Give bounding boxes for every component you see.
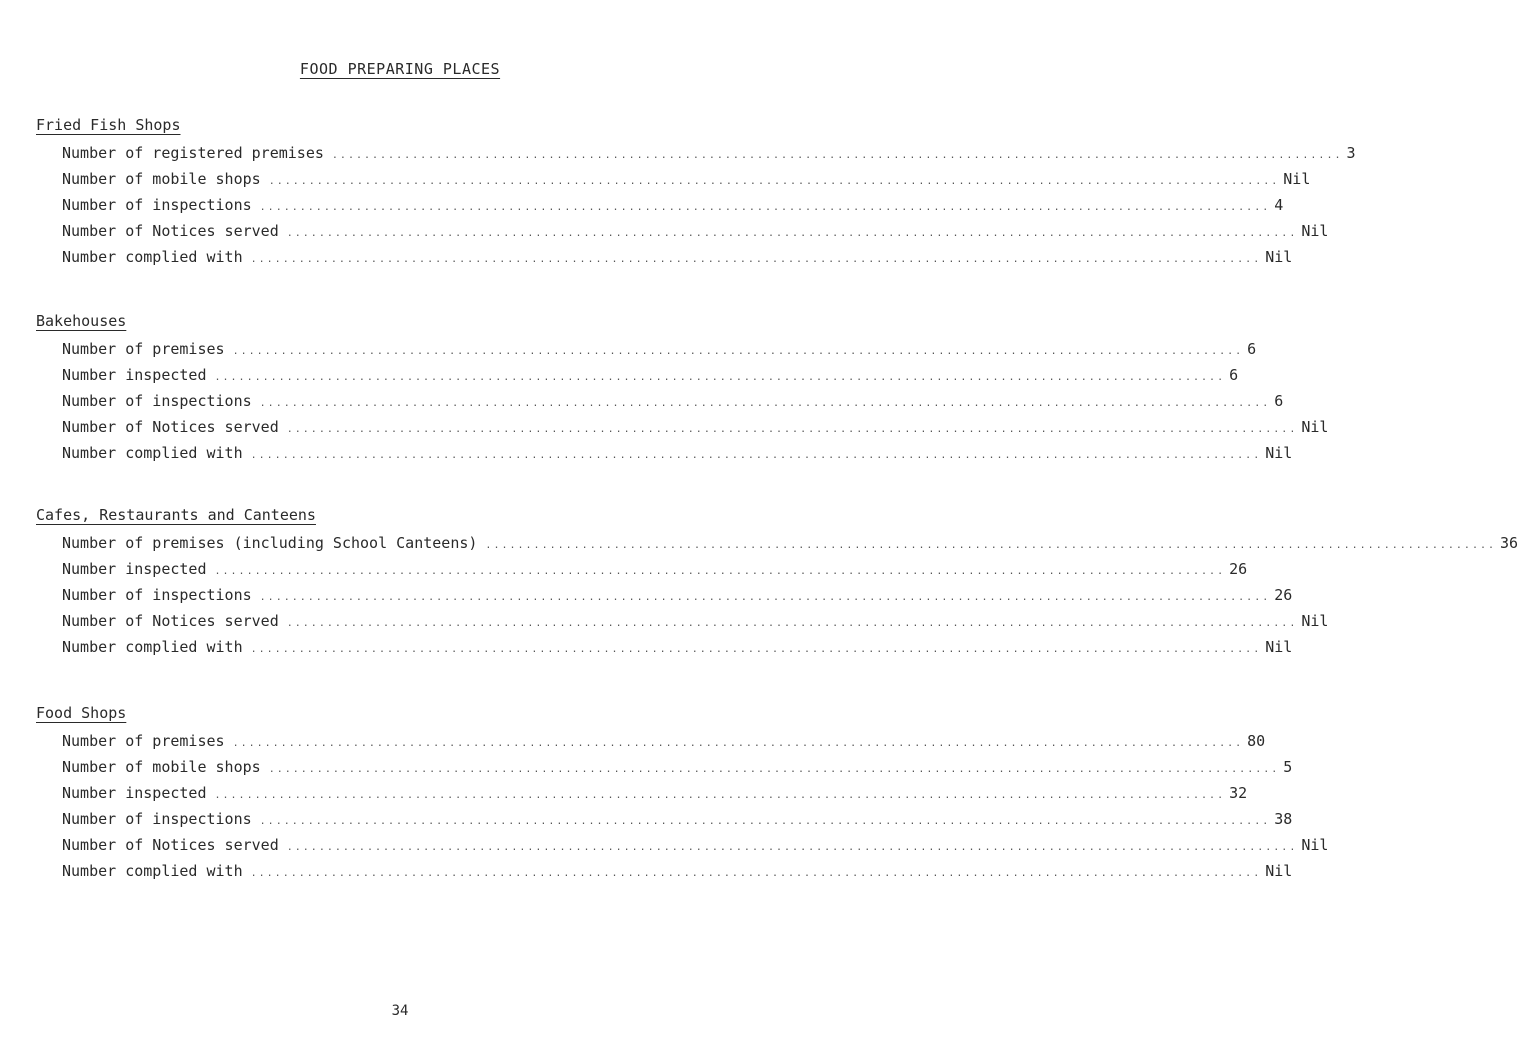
section-heading: Bakehouses: [36, 312, 127, 330]
dot-leader: ..............................................................................................................................: [259, 398, 1271, 409]
table-row: [36, 218, 1329, 244]
row-value: 3: [1346, 144, 1356, 162]
dot-leader: ..............................................................................................................................: [250, 450, 1262, 461]
row-value: 80: [1247, 732, 1266, 750]
table-row: [36, 754, 1293, 780]
row-label: Number complied with: [62, 862, 243, 880]
row-label: Number complied with: [62, 638, 243, 656]
row-label: Number inspected: [62, 784, 207, 802]
dot-leader: ..............................................................................................................................: [232, 346, 1244, 357]
table-row: [36, 608, 1329, 634]
dot-leader: ..............................................................................................................................: [214, 372, 1226, 383]
dot-leader: ..............................................................................................................................: [259, 592, 1271, 603]
row-value: Nil: [1301, 418, 1329, 436]
table-row: [36, 832, 1329, 858]
row-label: Number of mobile shops: [62, 758, 261, 776]
row-label: Number of premises: [62, 340, 225, 358]
dot-leader: ..............................................................................................................................: [214, 566, 1226, 577]
table-row: [36, 244, 1293, 270]
row-label: Number of Notices served: [62, 836, 279, 854]
row-label: Number of mobile shops: [62, 170, 261, 188]
row-label: Number complied with: [62, 248, 243, 266]
dot-leader: ..............................................................................................................................: [268, 176, 1280, 187]
section-heading: Food Shops: [36, 704, 127, 722]
row-value: Nil: [1301, 836, 1329, 854]
row-value: Nil: [1265, 638, 1293, 656]
row-value: 32: [1229, 784, 1248, 802]
row-value: Nil: [1301, 612, 1329, 630]
section-food-shops: [36, 702, 1329, 884]
row-value: Nil: [1265, 862, 1293, 880]
row-value: 6: [1247, 340, 1257, 358]
table-row: [36, 728, 1266, 754]
table-row: [36, 362, 1239, 388]
dot-leader: ..............................................................................................................................: [286, 424, 1298, 435]
section-fried-fish-shops: [36, 114, 1356, 270]
table-row: [36, 336, 1257, 362]
row-value: 4: [1274, 196, 1284, 214]
row-value: 6: [1274, 392, 1284, 410]
row-value: 26: [1274, 586, 1293, 604]
dot-leader: ..............................................................................................................................: [286, 618, 1298, 629]
row-value: 38: [1274, 810, 1293, 828]
table-row: [36, 556, 1248, 582]
row-value: 26: [1229, 560, 1248, 578]
dot-leader: ..............................................................................................................................: [331, 150, 1343, 161]
row-label: Number of premises: [62, 732, 225, 750]
row-label: Number complied with: [62, 444, 243, 462]
table-row: [36, 440, 1293, 466]
row-label: Number of Notices served: [62, 612, 279, 630]
row-value: Nil: [1283, 170, 1311, 188]
dot-leader: ..............................................................................................................................: [250, 644, 1262, 655]
table-row: [36, 780, 1248, 806]
row-label: Number of inspections: [62, 392, 252, 410]
page-number: 34: [391, 1003, 409, 1019]
row-value: 5: [1283, 758, 1293, 776]
page-title: [0, 60, 800, 78]
dot-leader: ..............................................................................................................................: [259, 816, 1271, 827]
table-row: [36, 192, 1284, 218]
row-label: Number of inspections: [62, 196, 252, 214]
table-row: [36, 858, 1293, 884]
table-row: [36, 140, 1356, 166]
row-label: Number of inspections: [62, 586, 252, 604]
row-label: Number of registered premises: [62, 144, 324, 162]
row-value: 6: [1229, 366, 1239, 384]
row-value: Nil: [1265, 444, 1293, 462]
section-bakehouses: [36, 310, 1329, 466]
table-row: [36, 806, 1293, 832]
row-value: Nil: [1265, 248, 1293, 266]
table-row: [36, 166, 1311, 192]
table-row: [36, 582, 1293, 608]
dot-leader: ..............................................................................................................................: [268, 764, 1280, 775]
section-heading: Cafes, Restaurants and Canteens: [36, 506, 316, 524]
table-row: [36, 634, 1293, 660]
page-title-text: FOOD PREPARING PLACES: [299, 60, 501, 78]
row-label: Number of premises (including School Canteens): [62, 534, 478, 552]
table-row: [36, 388, 1284, 414]
row-label: Number of inspections: [62, 810, 252, 828]
section-heading: Fried Fish Shops: [36, 116, 181, 134]
dot-leader: ..............................................................................................................................: [250, 868, 1262, 879]
dot-leader: ..............................................................................................................................: [250, 254, 1262, 265]
dot-leader: ..............................................................................................................................: [286, 842, 1298, 853]
row-label: Number of Notices served: [62, 222, 279, 240]
row-value: 36: [1500, 534, 1519, 552]
dot-leader: ..............................................................................................................................: [259, 202, 1271, 213]
dot-leader: ..............................................................................................................................: [232, 738, 1244, 749]
row-label: Number of Notices served: [62, 418, 279, 436]
dot-leader: ..............................................................................................................................: [485, 540, 1497, 551]
row-label: Number inspected: [62, 560, 207, 578]
table-row: [36, 414, 1329, 440]
row-value: Nil: [1301, 222, 1329, 240]
section-cafes-restaurants-canteens: [36, 504, 1519, 660]
table-row: [36, 530, 1519, 556]
row-label: Number inspected: [62, 366, 207, 384]
dot-leader: ..............................................................................................................................: [286, 228, 1298, 239]
dot-leader: ..............................................................................................................................: [214, 790, 1226, 801]
